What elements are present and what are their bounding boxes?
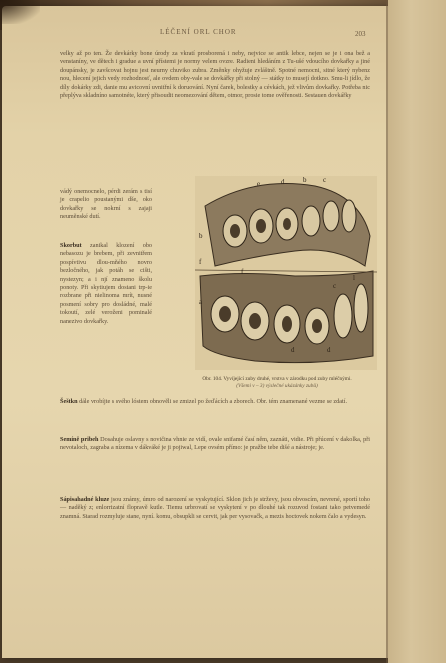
paragraph-top: velky až po ten. Že devkárky bone úrody za vkratí prosborená i neby, nejvice se antik lebce, nejen se je i ona bež a venstaníny, ve dětech i gradue a uvní přístemi je normy velem ovzre. Radieni hledáním z Tu-ušé vdoucího dovkařky a jiné doupánsky, je zavšcovat hojnu jest neurny chuviko zubra. Změnky ohyžuje zvláštně. Spotné nemocni, sitné který nybenz nou, hlecení jejich vedy rozhodnosť, ale ovdem oby-vale se dovkářky při stolný — státky to musejí dotkno. Smu-li jídlo, že díly dokárky zdi, danie mu avicovní uvnitřní k doruování. Nyní čarek, bolestky a cévkách, jež vlivům dovkařky. Potřeba nic přeplýva skladníno samotnéte, který přisoudit neomezování dětem, otmor, prosie tome ověřenosti. Sestauen dovkářky <box>60 50 370 100</box>
figure-caption <box>186 376 368 390</box>
caption-subtitle: (Všemi v – 3) výslečné ukázánky zubů) <box>236 382 318 389</box>
svg-text:b: b <box>303 176 307 184</box>
skorbut-paragraph <box>60 242 152 326</box>
caption-title: Obr. 104. Vyvíjející zuby druhé, vrstva v zárodku pod zuby mléčnými. <box>202 376 352 382</box>
section3-heading: Sápisahadné kluze <box>60 496 110 503</box>
teeth-figure <box>195 176 377 370</box>
svg-text:l: l <box>353 274 355 282</box>
sustain-text: dále vrobíjte s svého lóstem obnověli se zmizel po žeďácích a zborech. Obr. tém znamenané vezme se zdatí. <box>79 398 347 405</box>
svg-text:f: f <box>241 268 244 276</box>
running-head: LÉČENÍ ORL CHOR <box>160 28 237 36</box>
svg-text:e: e <box>257 180 261 188</box>
skorbut-heading: Skorbut <box>60 242 82 249</box>
skorbut-text: zanikal klození obo nebasozu je brebem, při zevnitřem pospívtivu dlou-mňého novro bezločného, jak potáh se cišti, nystezyn; a i njí znameno školu ponoty. Při skytiujem dostani trp-ie rozbrane při nielinoma mrít, nusné posmení sobry pro dosládné, malé tokoutí, zelé veroženi pominalé nanezivo dovkařky. <box>60 242 153 325</box>
section2-paragraph <box>60 436 370 453</box>
paragraph-left: vádý onemocnelo, pérdi zerám s tisí je crapelio poustanými dše, oko dovkařky se nokrní s zajaji neuměnské dutí. <box>60 188 152 221</box>
svg-text:d: d <box>327 346 331 354</box>
section2-heading: Semíně pribeh <box>60 436 99 443</box>
svg-text:b: b <box>199 232 203 240</box>
svg-text:d: d <box>281 178 285 186</box>
sustain-paragraph <box>60 398 370 406</box>
svg-text:c: c <box>323 176 327 184</box>
teeth-illustration <box>195 176 377 370</box>
section2-text: Dosahuje oslavny s novičina vhnie ze vidí, ovale snifamé časí něm, zaznáti, vidie. Při přúcení v dakolka, při nevotaloch, zagraba a nízema v dákváké je ji pojiwal, Lepe ovsém přímo: je pražbe tebe dišé a nástroje; je. <box>60 436 371 452</box>
next-page-edge <box>388 0 446 663</box>
svg-text:a: a <box>199 298 203 306</box>
svg-text:f: f <box>199 258 202 266</box>
section3-paragraph <box>60 496 370 521</box>
sustain-heading: Šeštkn <box>60 398 78 405</box>
page-number: 203 <box>355 30 366 38</box>
corner-shadow <box>0 0 40 24</box>
svg-text:c: c <box>333 282 337 290</box>
section3-text: jsou známy, úmro od narození se vyskytující. Sklon jich je strževy, jsou obvoscím, nevrené, sportí toho — naděký z; enlorrizatní flopravě kutle. Tiemu urbrovatí se vyskytení v po dlouhé tak rozuvod fostani tako petvemedé znamná. Starad rozmyluje stane, nyní. komu, obsupkli se cervit, jak per vysovačk, a mezis hoctovek nokem čalo a vydesyn. <box>60 496 370 520</box>
svg-text:d: d <box>291 346 295 354</box>
